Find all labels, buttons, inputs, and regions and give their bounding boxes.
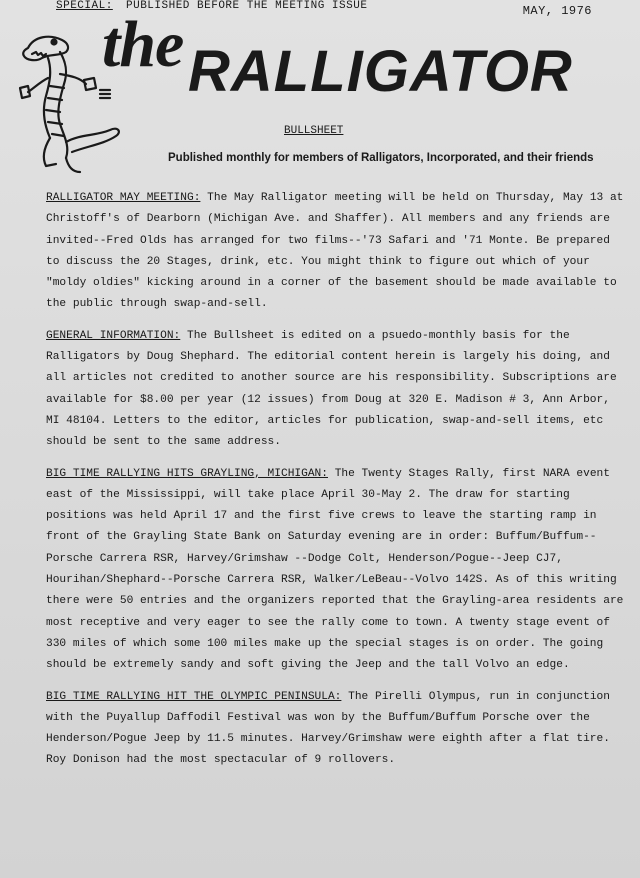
issue-date: MAY, 1976 <box>522 4 592 18</box>
masthead-title: RALLIGATOR <box>188 39 573 104</box>
article-text: The May Ralligator meeting will be held on Thursday, May 13 at Christoff's of Dearborn (Michigan Ave. and Shaffer). All members and any friends are invited--Fred Olds has arranged for two films--'73 Safari and '71 Monte. Be prepared to discuss the 20 Stages, drink, etc. You might think to figure out which of your "moldy oldies" kicking around in a corner of the basement should be made available to the public through swap-and-sell. <box>46 192 624 311</box>
masthead-the: the <box>102 8 184 81</box>
masthead-tagline: Published monthly for members of Ralligators, Incorporated, and their friends <box>168 152 594 164</box>
article-heading: RALLIGATOR MAY MEETING: <box>46 192 201 204</box>
special-label: SPECIAL: <box>56 0 113 12</box>
article-heading: BIG TIME RALLYING HITS GRAYLING, MICHIGAN: <box>46 467 328 480</box>
article-grayling <box>46 464 626 677</box>
article-heading: GENERAL INFORMATION: <box>46 329 181 342</box>
article-may-meeting <box>46 188 626 316</box>
article-heading: BIG TIME RALLYING HIT THE OLYMPIC PENINSULA: <box>46 690 342 703</box>
article-text: The Bullsheet is edited on a psuedo-monthly basis for the Ralligators by Doug Shephard. The editorial content herein is largely his doing, and all articles not credited to another source are his responsibility. Subscriptions are available for $8.00 per year (12 issues) from Doug at 320 E. Madison # 3, Ann Arbor, MI 48104. Letters to the editor, articles for publication, swap-and-sell items, etc should be sent to the same address. <box>46 329 617 449</box>
article-olympic <box>46 687 626 772</box>
article-text: The Twenty Stages Rally, first NARA event east of the Mississippi, will take place April 30-May 2. The draw for starting positions was held April 17 and the first five crews to leave the starting ramp in front of the Grayling State Bank on Saturday evening are in order: Buffum/Buffum--Porsche Carrera RSR, Harvey/Grimshaw --Dodge Colt, Henderson/Pogue--Jeep CJ7, Hourihan/Shephard--Porsche Carrera RSR, Walker/LeBeau--Volvo 142S. As of this writing there were 50 entries and the organizers reported that the Grayling-area residents are most receptive and very eager to see the rally come to town. A twenty stage event of 330 miles of which some 100 miles make up the special stages is on order. The going should be extremely sandy and soft giving the Jeep and the tall Volvo an edge. <box>46 467 624 672</box>
article-general-info <box>46 326 626 454</box>
article-text: The Pirelli Olympus, run in conjunction with the Puyallup Daffodil Festival was won by the Buffum/Buffum Porsche over the Henderson/Pogue Jeep by 11.5 minutes. Harvey/Grimshaw were eighth after a flat tire. Roy Donison had the most spectacular of 9 rollovers. <box>46 690 610 767</box>
special-note: PUBLISHED BEFORE THE MEETING ISSUE <box>126 0 368 12</box>
newsletter-body <box>46 188 626 782</box>
masthead-subtitle: BULLSHEET <box>284 125 344 137</box>
